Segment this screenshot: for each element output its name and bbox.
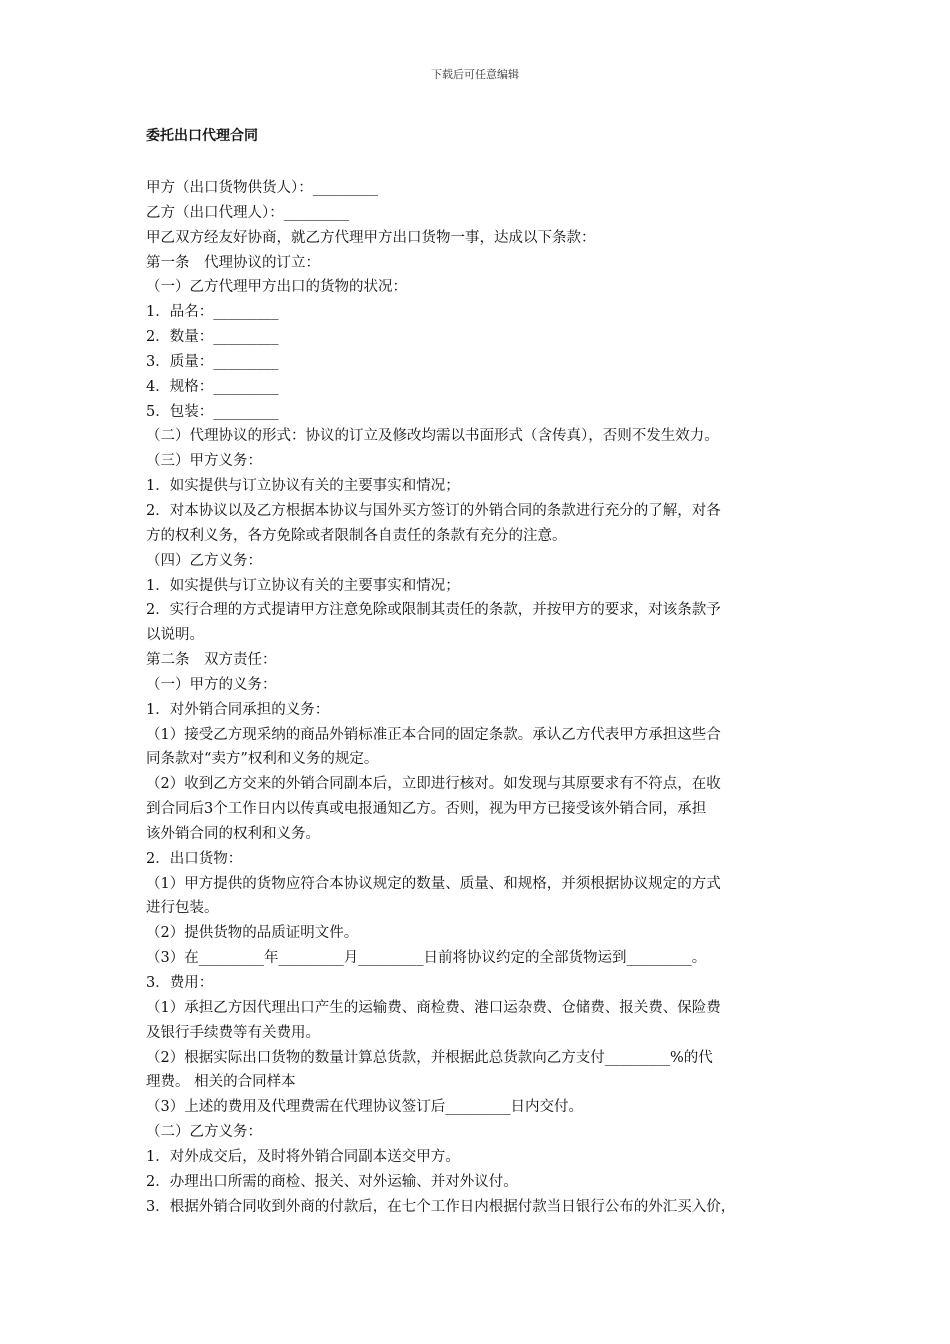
text-line: 1．如实提供与订立协议有关的主要事实和情况； xyxy=(146,577,460,594)
text-line: （3）上述的费用及代理费需在代理协议签订后_________日内交付。 xyxy=(146,1099,583,1116)
text-line: 2．实行合理的方式提请甲方注意免除或限制其责任的条款，并按甲方的要求，对该条款予 xyxy=(146,602,721,619)
text-line: （四）乙方义务： xyxy=(146,552,262,569)
text-line: 4．规格：_________ xyxy=(146,378,279,395)
text-line: 5．包装：_________ xyxy=(146,403,279,420)
text-line: （3）在_________年_________月_________日前将协议约定的全部货物运到_________。 xyxy=(146,950,707,967)
text-line: （一）甲方的义务： xyxy=(146,676,277,693)
text-line: （1）接受乙方现采纳的商品外销标准正本合同的固定条款。承认乙方代表甲方承担这些合 xyxy=(146,726,721,743)
text-line: 及银行手续费等有关费用。 xyxy=(146,1024,320,1041)
text-line: 2．出口货物： xyxy=(146,850,243,867)
text-line: 该外销合同的权利和义务。 xyxy=(146,825,320,842)
text-line: （1）承担乙方因代理出口产生的运输费、商检费、港口运杂费、仓储费、报关费、保险费 xyxy=(146,999,721,1016)
text-line: 进行包装。 xyxy=(146,900,219,917)
text-line: 1．如实提供与订立协议有关的主要事实和情况； xyxy=(146,478,460,495)
text-line: （三）甲方义务： xyxy=(146,453,262,470)
text-line: 1．品名：_________ xyxy=(146,304,279,321)
contract-body xyxy=(146,176,812,1219)
text-line: 1．对外销合同承担的义务： xyxy=(146,701,330,718)
text-line: 1．对外成交后，及时将外销合同副本送交甲方。 xyxy=(146,1148,460,1165)
text-line: 甲方（出口货物供货人）：_________ xyxy=(146,180,378,196)
text-line: 以说明。 xyxy=(146,627,204,644)
header-note: 下载后可任意编辑 xyxy=(431,68,519,81)
text-line: （二）代理协议的形式：协议的订立及修改均需以书面形式（含传真），否则不发生效力。 xyxy=(146,428,719,445)
text-line: （2）根据实际出口货物的数量计算总货款，并根据此总货款向乙方支付_________%的代 xyxy=(146,1049,713,1066)
text-line: 3．根据外销合同收到外商的付款后，在七个工作日内根据付款当日银行公布的外汇买入价， xyxy=(146,1198,736,1215)
text-line: （2）提供货物的品质证明文件。 xyxy=(146,925,359,942)
text-line: （一）乙方代理甲方出口的货物的状况： xyxy=(146,279,407,296)
document-title: 委托出口代理合同 xyxy=(146,128,258,144)
text-line: 第二条 双方责任： xyxy=(146,652,277,669)
text-line: 2．对本协议以及乙方根据本协议与国外买方签订的外销合同的条款进行充分的了解，对各 xyxy=(146,502,721,519)
text-line: 同条款对“卖方”权利和义务的规定。 xyxy=(146,751,379,768)
text-line: 3．费用： xyxy=(146,975,214,991)
text-line: 2．办理出口所需的商检、报关、对外运输、并对外议付。 xyxy=(146,1173,518,1190)
text-line: 2．数量：_________ xyxy=(146,329,279,346)
text-line: 方的权利义务，各方免除或者限制各自责任的条款有充分的注意。 xyxy=(146,527,567,544)
text-line: 到合同后3个工作日内以传真或电报通知乙方。否则，视为甲方已接受该外销合同，承担 xyxy=(146,801,707,818)
text-line: 乙方（出口代理人）：_________ xyxy=(146,204,349,221)
text-line: （二）乙方义务： xyxy=(146,1124,262,1141)
text-line: 甲乙双方经友好协商，就乙方代理甲方出口货物一事，达成以下条款： xyxy=(146,229,596,246)
text-line: （2）收到乙方交来的外销合同副本后，立即进行核对。如发现与其原要求有不符点，在收 xyxy=(146,776,721,793)
text-line: 第一条 代理协议的订立： xyxy=(146,254,320,271)
text-line: 理费。 相关的合同样本 xyxy=(146,1074,296,1091)
text-line: 3．质量：_________ xyxy=(146,353,279,370)
text-line: （1）甲方提供的货物应符合本协议规定的数量、质量、和规格，并须根据协议规定的方式 xyxy=(146,875,721,892)
